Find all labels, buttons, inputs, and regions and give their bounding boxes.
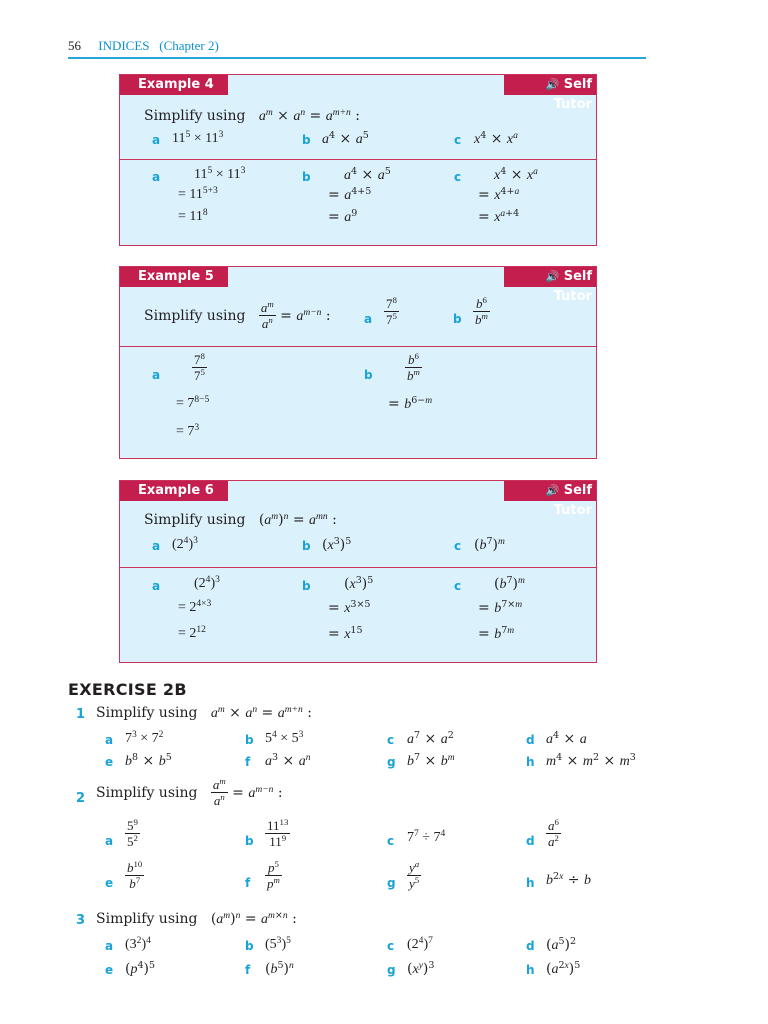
- q2-label-h: h: [526, 876, 535, 890]
- q1-part-e: $b^8 \times b^5$: [125, 751, 172, 769]
- solution-a-line1: $(2^4)^3$: [194, 574, 220, 591]
- q3-part-d: $(a^5)^2$: [546, 935, 577, 953]
- solution-b-line1: $(x^3)^5$: [344, 574, 374, 592]
- q2-part-d: $\frac{a^6}{a^2}$: [548, 817, 559, 849]
- q1-part-f: $a^3 \times a^n$: [265, 751, 311, 769]
- question-2-number: 2: [76, 791, 86, 806]
- example-6-title: Example 6: [120, 481, 228, 501]
- q2-label-e: e: [105, 876, 114, 890]
- solution-b-line3: = $a^9$: [328, 207, 358, 225]
- q2-label-a: a: [105, 834, 114, 848]
- q3-label-g: g: [387, 963, 396, 977]
- solution-b-line2: = $b^{6-m}$: [388, 394, 433, 412]
- q2-part-e: $\frac{b^{10}}{b^7}$: [127, 859, 143, 891]
- self-tutor-label: Self Tutor: [553, 483, 592, 518]
- q1-label-g: g: [387, 755, 396, 769]
- q2-part-h: $b^{2x} \div b$: [546, 870, 591, 888]
- q3-part-e: $(p^4)^5$: [125, 959, 156, 977]
- q1-label-h: h: [526, 755, 535, 769]
- q2-part-f: $\frac{p^5}{p^m}$: [267, 859, 280, 891]
- q3-part-c: $(2^4)^7$: [407, 935, 433, 952]
- sol-label-a: a: [152, 368, 161, 382]
- solution-c-line3: = $b^{7m}$: [478, 624, 515, 642]
- q1-label-c: c: [387, 733, 395, 747]
- speaker-icon: 🔊: [545, 484, 560, 497]
- example-6-divider: [120, 567, 596, 568]
- q3-label-d: d: [526, 939, 535, 953]
- q2-label-c: c: [387, 834, 395, 848]
- example-4-prompt: Simplify using $a^m \times a^n = a^{m+n}$ :: [144, 107, 360, 124]
- problem-c: $(b^7)^m$: [474, 535, 505, 553]
- solution-b-line1: $\frac{b^6}{b^m}$: [407, 351, 420, 383]
- sol-label-a: a: [152, 170, 161, 184]
- page-number: 56: [68, 38, 81, 53]
- example-4-divider: [120, 159, 596, 160]
- q2-part-b: $\frac{11^{13}}{11^9}$: [267, 817, 289, 849]
- solution-b-line2: = $x^{3\times 5}$: [328, 598, 371, 616]
- example-5-title: Example 5: [120, 267, 228, 287]
- solution-c-line1: $(b^7)^m$: [494, 574, 525, 592]
- q3-label-a: a: [105, 939, 114, 953]
- page-header: [68, 38, 219, 54]
- example-4-box: [119, 74, 597, 246]
- q3-part-h: $(a^{2x})^5$: [546, 959, 581, 977]
- q2-part-c: $7^7 \div 7^4$: [407, 828, 446, 845]
- example-5-prompt: Simplify using $\frac{a^m}{a^n}$ = $a^{m-n}$ :: [144, 299, 331, 331]
- sol-label-a: a: [152, 579, 161, 593]
- solution-a-line2: = $7^{8-5}$: [176, 394, 210, 411]
- q2-label-b: b: [245, 834, 254, 848]
- q3-part-f: $(b^5)^n$: [265, 959, 294, 977]
- q1-part-c: $a^7 \times a^2$: [407, 729, 454, 747]
- problem-b: $(x^3)^5$: [322, 535, 352, 553]
- self-tutor-button[interactable]: [504, 481, 596, 518]
- q2-part-g: $\frac{y^a}{y^5}$: [409, 859, 420, 891]
- question-1-prompt: Simplify using $a^m \times a^n = a^{m+n}$ :: [96, 704, 312, 721]
- sol-label-c: c: [454, 170, 462, 184]
- problem-a: $(2^4)^3$: [172, 535, 198, 552]
- question-1-number: 1: [76, 707, 86, 722]
- sol-label-b: b: [302, 579, 311, 593]
- q1-label-f: f: [245, 755, 251, 769]
- problem-a: $11^5 \times 11^3$: [172, 129, 224, 146]
- speaker-icon: 🔊: [545, 78, 560, 91]
- header-rule: [68, 57, 646, 59]
- problem-c: $x^4 \times x^a$: [474, 129, 518, 147]
- q2-part-a: $\frac{5^9}{5^2}$: [127, 817, 138, 849]
- solution-b-line1: $a^4 \times a^5$: [344, 165, 391, 183]
- self-tutor-label: Self Tutor: [553, 269, 592, 304]
- q-label-b: b: [302, 133, 311, 147]
- solution-b-line2: = $a^{4+5}$: [328, 185, 372, 203]
- problem-b: $a^4 \times a^5$: [322, 129, 369, 147]
- q-label-a: a: [152, 133, 161, 147]
- q-label-b: b: [302, 539, 311, 553]
- q1-label-a: a: [105, 733, 114, 747]
- example-5-divider: [120, 346, 596, 347]
- solution-c-line2: = $x^{4+a}$: [478, 185, 520, 203]
- q1-label-e: e: [105, 755, 114, 769]
- chapter-title: INDICES (Chapter 2): [98, 38, 219, 53]
- q1-part-b: $5^4 \times 5^3$: [265, 729, 304, 746]
- question-3-number: 3: [76, 913, 86, 928]
- q1-part-d: $a^4 \times a$: [546, 729, 587, 747]
- solution-c-line2: = $b^{7\times m}$: [478, 598, 523, 616]
- sol-label-b: b: [302, 170, 311, 184]
- q3-part-g: $(x^y)^3$: [407, 959, 435, 977]
- q1-label-d: d: [526, 733, 535, 747]
- q1-part-a: $7^3 \times 7^2$: [125, 729, 164, 746]
- q2-label-f: f: [245, 876, 251, 890]
- q3-label-h: h: [526, 963, 535, 977]
- q2-label-d: d: [526, 834, 535, 848]
- self-tutor-button[interactable]: [504, 75, 596, 112]
- question-3-prompt: Simplify using $(a^m)^n = a^{m\times n}$ :: [96, 909, 297, 927]
- q1-part-g: $b^7 \times b^m$: [407, 751, 455, 769]
- q1-label-b: b: [245, 733, 254, 747]
- solution-c-line3: = $x^{a+4}$: [478, 207, 520, 225]
- solution-a-line3: = $7^3$: [176, 422, 200, 439]
- solution-a-line3: = $11^8$: [178, 207, 208, 224]
- q-label-b: b: [453, 312, 462, 326]
- exercise-heading: EXERCISE 2B: [68, 680, 187, 699]
- sol-label-c: c: [454, 579, 462, 593]
- example-5-box: [119, 266, 597, 459]
- question-2-prompt: Simplify using $\frac{a^m}{a^n}$ = $a^{m-n}$ :: [96, 776, 283, 808]
- sol-label-b: b: [364, 368, 373, 382]
- q-label-c: c: [454, 539, 462, 553]
- solution-a-line2: = $2^{4\times 3}$: [178, 598, 212, 615]
- q-label-a: a: [364, 312, 373, 326]
- q1-part-h: $m^4 \times m^2 \times m^3$: [546, 751, 636, 769]
- solution-b-line3: = $x^{15}$: [328, 624, 363, 642]
- speaker-icon: 🔊: [545, 270, 560, 283]
- q-label-a: a: [152, 539, 161, 553]
- q-label-c: c: [454, 133, 462, 147]
- problem-b: $\frac{b^6}{b^m}$: [475, 295, 488, 327]
- self-tutor-label: Self Tutor: [553, 77, 592, 112]
- q3-label-c: c: [387, 939, 395, 953]
- q3-label-f: f: [245, 963, 251, 977]
- self-tutor-button[interactable]: [504, 267, 596, 304]
- solution-a-line1: $11^5 \times 11^3$: [194, 165, 246, 182]
- example-4-title: Example 4: [120, 75, 228, 95]
- example-6-box: [119, 480, 597, 663]
- problem-a: $\frac{7^8}{7^5}$: [386, 295, 397, 327]
- q3-part-b: $(5^3)^5$: [265, 935, 291, 952]
- q2-label-g: g: [387, 876, 396, 890]
- q3-label-b: b: [245, 939, 254, 953]
- q3-part-a: $(3^2)^4$: [125, 935, 151, 952]
- solution-c-line1: $x^4 \times x^a$: [494, 165, 538, 183]
- example-6-prompt: Simplify using $(a^m)^n = a^{mn}$ :: [144, 511, 337, 528]
- solution-a-line1: $\frac{7^8}{7^5}$: [194, 351, 205, 383]
- q3-label-e: e: [105, 963, 114, 977]
- solution-a-line2: = $11^{5+3}$: [178, 185, 218, 202]
- solution-a-line3: = $2^{12}$: [178, 624, 206, 641]
